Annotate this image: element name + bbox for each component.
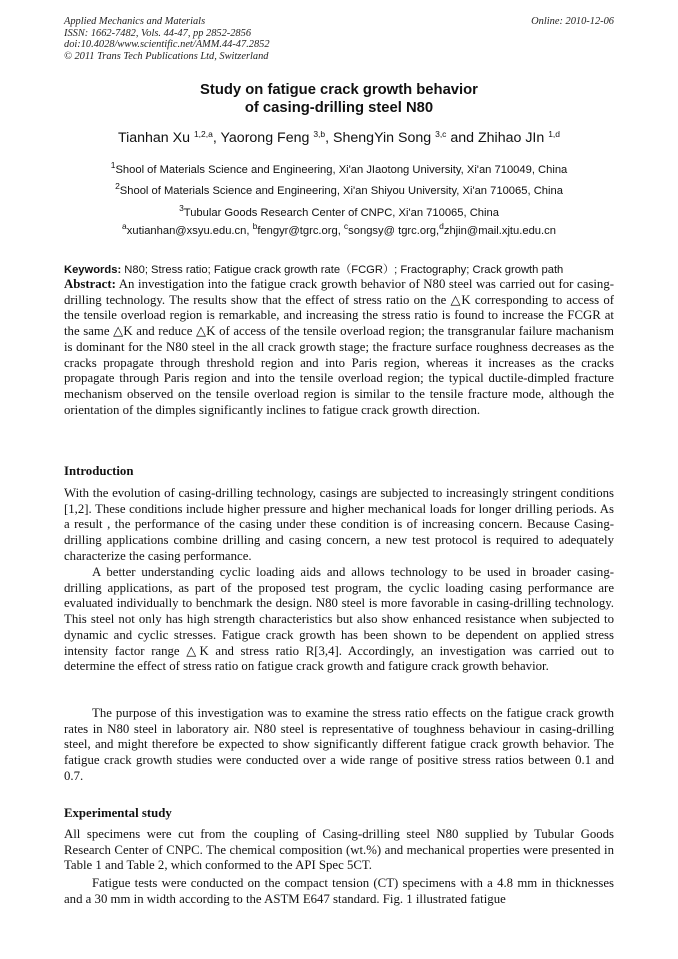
email-address: songsy@ tgrc.org, (348, 225, 440, 237)
experimental-paragraph-2: Fatigue tests were conducted on the compact tension (CT) specimens with a 4.8 mm in thicknesses and a 30 mm in width according to the ASTM E647 standard. Fig. 1 illustrated fatigue (64, 876, 614, 906)
affiliation-2 (0, 181, 678, 198)
author-affiliation-mark: 3,c (435, 129, 447, 139)
abstract-text: An investigation into the fatigue crack growth behavior of N80 steel was carried out for casing-drilling technology. The results show that the effect of stress ratio on the △K corresponding to access of the tensile overload region is remarkable, and increasing the stress ratio is found to increase the FCGR at the same △K and reduce △K of access of the tensile overload region; the transgranular failure machanism is dominant for the N80 steel in the all crack growth stage; the fracture surface roughness decreases as the cracks propagate through threshold region and into Paris region, whereas it increases as the cracks propagate through Paris region and into the tensile overload region; the typical ductile-dimpled fracture mechanism observed on the tensile overload region is similar to the tensile fracture mode, although the orientation of the dimples significantly inclines to fatigue crack growth direction. (64, 277, 614, 417)
author-affiliation-mark: 1,2,a (193, 129, 213, 139)
affiliation-mark: 1 (110, 160, 116, 170)
affiliation-text: Shool of Materials Science and Engineering, Xi'an JIaotong University, Xi'an 710049, China (115, 164, 568, 176)
keywords-label: Keywords: (64, 264, 122, 276)
experimental-heading: Experimental study (64, 806, 172, 820)
author-separator: , (212, 130, 221, 146)
author-name: ShengYin Song (333, 130, 432, 146)
affiliation-3 (0, 203, 678, 220)
email-mark: a (122, 221, 127, 231)
journal-name: Applied Mechanics and Materials (64, 16, 206, 27)
paper-title (0, 82, 678, 117)
online-date: Online: 2010-12-06 (531, 16, 614, 27)
journal-header (64, 16, 270, 62)
keywords-text: N80; Stress ratio; Fatigue crack growth rate（FCGR）; Fractography; Crack growth path (121, 264, 564, 276)
author-affiliation-mark: 1,d (548, 129, 561, 139)
author-name: Yaorong Feng (220, 130, 310, 146)
author-separator: and (446, 130, 478, 146)
affiliation-1 (0, 160, 678, 177)
issn-line: ISSN: 1662-7482, Vols. 44-47, pp 2852-2856 (64, 27, 252, 39)
abstract-paragraph (64, 277, 614, 418)
email-mark: d (439, 221, 444, 231)
abstract-label: Abstract: (64, 277, 116, 291)
email-address: zhjin@mail.xjtu.edu.cn (443, 225, 556, 237)
introduction-paragraph-1: With the evolution of casing-drilling technology, casings are subjected to increasingly stringent conditions [1,2]. These conditions include higher pressure and higher mechanical loads for longer drilling periods. As a result , the performance of the casing under these condition is of increasing concern. Because Casing-drilling applications combine drilling and casing concern, a new test protocol is required to adequately characterize the casing performance. (64, 486, 614, 563)
experimental-paragraph-1: All specimens were cut from the coupling of Casing-drilling steel N80 supplied by Tubular Goods Research Center of CNPC. The chemical composition (wt.%) and mechanical properties were presented in Table 1 and Table 2, which conformed to the API Spec 5CT. (64, 827, 614, 873)
affiliation-mark: 2 (115, 181, 120, 191)
copyright-line: © 2011 Trans Tech Publications Ltd, Switzerland (64, 50, 269, 62)
email-mark: c (343, 221, 349, 231)
email-list (0, 221, 678, 238)
email-mark: b (252, 221, 258, 231)
author-separator: , (325, 130, 334, 146)
author-list (0, 129, 678, 147)
title-line-1: Study on fatigue crack growth behavior (200, 82, 478, 98)
affiliation-mark: 3 (179, 203, 184, 213)
affiliation-text: Tubular Goods Research Center of CNPC, Xi'an 710065, China (183, 207, 499, 219)
email-address: xutianhan@xsyu.edu.cn, (126, 225, 253, 237)
title-line-2: of casing-drilling steel N80 (244, 99, 434, 116)
introduction-paragraph-3: The purpose of this investigation was to examine the stress ratio effects on the fatigue crack growth rates in N80 steel in laboratory air. N80 steel is representative of toughness behaviour in casing-drilling steel, and might therefore be expected to show significantly different fatigue crack growth behavior. The fatigue crack growth studies were conducted over a wide range of positive stress ratios between 0.1 and 0.7. (64, 706, 614, 783)
introduction-heading: Introduction (64, 464, 134, 478)
doi-line: doi:10.4028/www.scientific.net/AMM.44-47.2852 (64, 39, 270, 51)
author-affiliation-mark: 3,b (313, 129, 326, 139)
affiliation-text: Shool of Materials Science and Engineering, Xi'an Shiyou University, Xi'an 710065, China (119, 185, 563, 197)
email-address: fengyr@tgrc.org, (257, 225, 344, 237)
introduction-paragraph-2: A better understanding cyclic loading aids and allows technology to be used in broader casing-drilling applications, as part of the proposed test program, the cyclic loading casing performance are evaluated individually to benchmark the design. N80 steel is more favorable in casing-drilling technology. This steel not only has high strength characteristics but also show enhanced resistance when subjected to dynamic and cyclic stresses. Fatigue crack growth has been shown to be dependent on applied stress intensity factor range △K and stress ratio R[3,4]. Accordingly, an investigation was carried out to determine the effect of stress ratio on fatigue crack growth and fatigure crack growth behavior. (64, 565, 614, 674)
author-name: Zhihao JIn (478, 130, 545, 146)
author-name: Tianhan Xu (117, 130, 190, 146)
